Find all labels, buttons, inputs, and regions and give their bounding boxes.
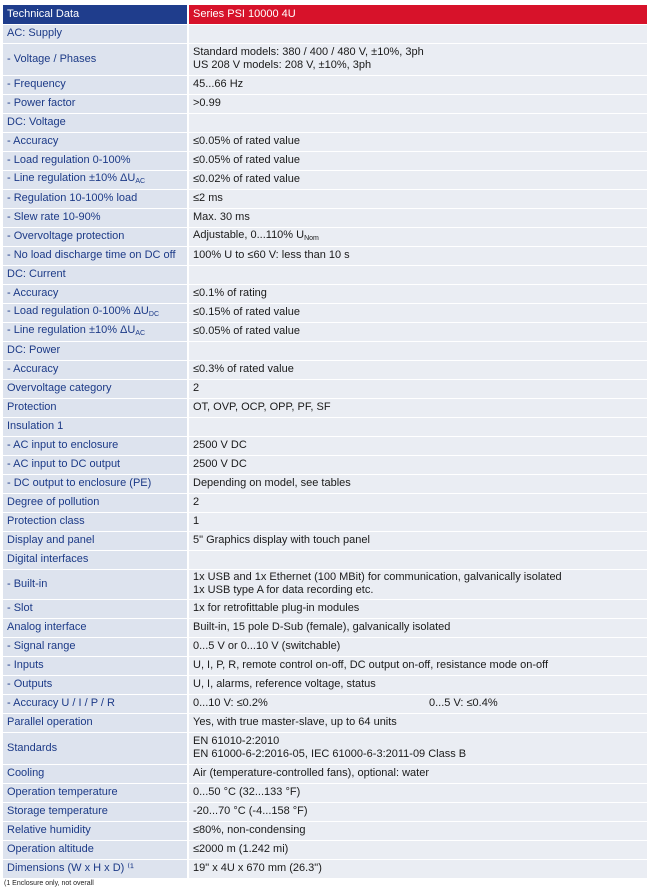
row-label-text: - Outputs [7, 678, 53, 690]
row-label-text: - Power factor [7, 97, 76, 109]
row-label-text: Protection [7, 401, 57, 413]
row-label-text: - AC input to enclosure [7, 439, 119, 451]
row-value [188, 284, 647, 303]
row-value-line: Depending on model, see tables [193, 477, 351, 489]
row-label [3, 675, 188, 694]
row-value-subscript: Nom [304, 234, 319, 242]
row-label-text: - Line regulation ±10% ΔU [7, 323, 136, 336]
row-label-text: - DC output to enclosure (PE) [7, 477, 152, 489]
table-row [3, 859, 647, 878]
row-label [3, 43, 188, 75]
row-value [188, 170, 647, 189]
table-row [3, 802, 647, 821]
row-value-line: Air (temperature-controlled fans), optional: water [193, 767, 429, 779]
row-value-line: Built-in, 15 pole D-Sub (female), galvanically isolated [193, 621, 451, 633]
row-label [3, 821, 188, 840]
row-value-line: 1x for retrofittable plug-in modules [193, 602, 360, 614]
row-label [3, 512, 188, 531]
row-value [188, 379, 647, 398]
table-row [3, 455, 647, 474]
table-row [3, 151, 647, 170]
row-value [188, 493, 647, 512]
row-label [3, 208, 188, 227]
row-value [188, 417, 647, 436]
row-label [3, 24, 188, 43]
table-row [3, 208, 647, 227]
row-label-text: - Load regulation 0-100% ΔU [7, 304, 149, 317]
table-row [3, 675, 647, 694]
row-label [3, 341, 188, 360]
row-value [188, 783, 647, 802]
table-row [3, 821, 647, 840]
row-label [3, 802, 188, 821]
row-label [3, 379, 188, 398]
row-value [188, 531, 647, 550]
table-row [3, 694, 647, 713]
row-label-text: Cooling [7, 767, 45, 779]
row-value [188, 151, 647, 170]
table-row [3, 24, 647, 43]
table-row [3, 246, 647, 265]
row-label [3, 360, 188, 379]
row-value-line: 0...50 °C (32...133 °F) [193, 786, 301, 798]
row-label-text: - Overvoltage protection [7, 230, 125, 242]
table-row [3, 398, 647, 417]
table-row [3, 550, 647, 569]
row-label-text: - Slot [7, 602, 33, 614]
row-value-line: EN 61000-6-2:2016-05, IEC 61000-6-3:2011-09 Class B [193, 748, 467, 760]
row-value [188, 840, 647, 859]
row-value-line: Standard models: 380 / 400 / 480 V, ±10%, 3ph [193, 46, 424, 58]
row-label [3, 151, 188, 170]
row-value-line: U, I, alarms, reference voltage, status [193, 678, 376, 690]
row-label [3, 637, 188, 656]
row-value [188, 24, 647, 43]
row-label-text: - Inputs [7, 659, 44, 671]
row-value-line: >0.99 [193, 97, 221, 109]
row-value [188, 265, 647, 284]
row-label [3, 732, 188, 764]
row-label [3, 94, 188, 113]
row-label [3, 417, 188, 436]
header-series: Series PSI 10000 4U [188, 5, 647, 24]
row-label-text: - Regulation 10-100% load [7, 192, 138, 204]
row-label-text: Operation temperature [7, 786, 118, 798]
row-label-text: AC: Supply [7, 27, 63, 39]
row-value-line: ≤2000 m (1.242 mi) [193, 843, 289, 855]
row-label-text: - No load discharge time on DC off [7, 249, 176, 261]
row-value [188, 455, 647, 474]
table-row [3, 618, 647, 637]
row-value-line: 45...66 Hz [193, 78, 244, 90]
row-value [188, 694, 647, 713]
row-value [188, 360, 647, 379]
row-value-line: ≤0.1% of rating [193, 287, 267, 299]
row-value-line: 2500 V DC [193, 458, 247, 470]
row-label [3, 618, 188, 637]
table-row [3, 227, 647, 246]
table-row [3, 75, 647, 94]
row-value [188, 132, 647, 151]
row-label-text: - Slew rate 10-90% [7, 211, 101, 223]
table-row [3, 531, 647, 550]
row-value [188, 512, 647, 531]
row-value-line: ≤0.05% of rated value [193, 325, 300, 337]
table-row [3, 284, 647, 303]
row-value [188, 113, 647, 132]
table-row [3, 379, 647, 398]
table-row [3, 474, 647, 493]
row-value-line: 2500 V DC [193, 439, 247, 451]
table-row [3, 783, 647, 802]
table-row [3, 637, 647, 656]
row-label [3, 569, 188, 599]
row-label [3, 493, 188, 512]
table-row [3, 189, 647, 208]
row-label [3, 113, 188, 132]
row-label-text: - Signal range [7, 640, 76, 652]
row-label [3, 189, 188, 208]
table-row [3, 599, 647, 618]
row-label-text: - Accuracy [7, 135, 59, 147]
row-value [188, 189, 647, 208]
footnote: (1 Enclosure only, not overall [4, 880, 94, 887]
row-value [188, 341, 647, 360]
row-value-line: U, I, P, R, remote control on-off, DC output on-off, resistance mode on-off [193, 659, 549, 671]
table-row [3, 569, 647, 599]
row-value-line: OT, OVP, OCP, OPP, PF, SF [193, 401, 331, 413]
row-label-subscript: AC [135, 177, 146, 185]
row-value-line: 2 [193, 496, 200, 508]
row-value [188, 637, 647, 656]
row-value [188, 764, 647, 783]
row-value-line: -20...70 °C (-4...158 °F) [193, 805, 308, 817]
row-label [3, 265, 188, 284]
row-value [188, 599, 647, 618]
row-value-line: ≤0.3% of rated value [193, 363, 294, 375]
row-value [188, 550, 647, 569]
row-label [3, 455, 188, 474]
row-label-text: Parallel operation [7, 716, 93, 728]
table-row [3, 322, 647, 341]
row-value-part: 0...5 V: ≤0.4% [429, 697, 498, 709]
table-row [3, 493, 647, 512]
row-label [3, 694, 188, 713]
row-label-text: Dimensions (W x H x D) ⁽¹ [7, 862, 134, 874]
technical-data-table [3, 5, 647, 879]
row-label-text: DC: Current [7, 268, 66, 280]
row-value-line: ≤0.05% of rated value [193, 135, 300, 147]
table-row [3, 265, 647, 284]
row-value-line: 5" Graphics display with touch panel [193, 534, 370, 546]
row-value-line: 1x USB type A for data recording etc. [193, 584, 374, 596]
row-value [188, 322, 647, 341]
row-value [188, 43, 647, 75]
table-row [3, 132, 647, 151]
row-label [3, 227, 188, 246]
row-value [188, 859, 647, 878]
table-row [3, 436, 647, 455]
table-row [3, 656, 647, 675]
row-label-subscript: AC [135, 329, 146, 337]
row-label [3, 840, 188, 859]
table-row [3, 341, 647, 360]
row-value [188, 474, 647, 493]
row-label-text: Digital interfaces [7, 553, 89, 565]
row-value [188, 208, 647, 227]
row-value [188, 303, 647, 322]
row-value [188, 246, 647, 265]
row-value-line: Yes, with true master-slave, up to 64 units [193, 716, 397, 728]
table-row [3, 512, 647, 531]
row-value-part: 0...10 V: ≤0.2% [193, 697, 268, 709]
row-value-line: EN 61010-2:2010 [193, 735, 280, 747]
row-value-line: ≤0.05% of rated value [193, 154, 300, 166]
row-value [188, 436, 647, 455]
row-value-line: ≤0.15% of rated value [193, 306, 300, 318]
row-label-text: Storage temperature [7, 805, 108, 817]
row-value [188, 94, 647, 113]
row-value-line: 0...5 V or 0...10 V (switchable) [193, 640, 341, 652]
row-label-text: - Built-in [7, 577, 48, 590]
row-label [3, 656, 188, 675]
row-label [3, 599, 188, 618]
row-label-text: Operation altitude [7, 843, 94, 855]
row-label [3, 398, 188, 417]
row-value [188, 802, 647, 821]
row-label-text: Relative humidity [7, 824, 91, 836]
row-label-text: Analog interface [7, 621, 87, 633]
row-label-text: - Line regulation ±10% ΔU [7, 171, 136, 184]
row-label-text: - Voltage / Phases [7, 52, 97, 65]
row-label [3, 436, 188, 455]
row-label-text: - Frequency [7, 78, 66, 90]
row-label-text: Degree of pollution [7, 496, 100, 508]
row-value-line: Max. 30 ms [193, 211, 250, 223]
row-label [3, 859, 188, 878]
row-value-line: 1x USB and 1x Ethernet (100 MBit) for communication, galvanically isolated [193, 571, 562, 583]
row-value [188, 75, 647, 94]
row-label [3, 170, 188, 189]
table-row [3, 764, 647, 783]
row-label [3, 75, 188, 94]
row-label-text: Overvoltage category [7, 382, 112, 394]
table-row [3, 94, 647, 113]
row-label [3, 713, 188, 732]
row-value [188, 713, 647, 732]
row-label-text: - Load regulation 0-100% [7, 154, 131, 166]
table-row [3, 303, 647, 322]
row-value [188, 618, 647, 637]
row-value [188, 656, 647, 675]
row-value [188, 227, 647, 246]
table-row [3, 417, 647, 436]
table-header-row [3, 5, 647, 24]
row-label-text: DC: Voltage [7, 116, 66, 128]
table-row [3, 840, 647, 859]
row-value-line: ≤2 ms [193, 192, 223, 204]
row-label-text: Insulation 1 [7, 420, 64, 432]
row-value-line: 19" x 4U x 670 mm (26.3") [193, 862, 322, 874]
table-row [3, 732, 647, 764]
row-label [3, 246, 188, 265]
row-value-line: 1 [193, 515, 200, 527]
row-value [188, 732, 647, 764]
row-label [3, 531, 188, 550]
row-label [3, 783, 188, 802]
row-label-text: Display and panel [7, 534, 95, 546]
row-label [3, 322, 188, 341]
row-label-text: - Accuracy [7, 363, 59, 375]
row-label-text: Standards [7, 741, 58, 754]
row-label-text: Protection class [7, 515, 85, 527]
row-value-line: 2 [193, 382, 200, 394]
row-value [188, 569, 647, 599]
row-label [3, 764, 188, 783]
row-value-line: ≤80%, non-condensing [193, 824, 306, 836]
row-value-line: US 208 V models: 208 V, ±10%, 3ph [193, 59, 372, 71]
table-row [3, 170, 647, 189]
row-value [188, 821, 647, 840]
row-label [3, 474, 188, 493]
table-row [3, 713, 647, 732]
table-row [3, 43, 647, 75]
row-value-line: Adjustable, 0...110% U [193, 228, 305, 241]
row-label-text: - Accuracy U / I / P / R [7, 697, 115, 709]
row-label [3, 550, 188, 569]
row-value-line: ≤0.02% of rated value [193, 173, 300, 185]
table-row [3, 113, 647, 132]
row-label-text: DC: Power [7, 344, 61, 356]
row-label-subscript: DC [148, 310, 160, 318]
row-label [3, 132, 188, 151]
row-label [3, 303, 188, 322]
row-value-line: 100% U to ≤60 V: less than 10 s [193, 249, 350, 261]
row-label-text: - AC input to DC output [7, 458, 121, 470]
row-label-text: - Accuracy [7, 287, 59, 299]
row-value [188, 675, 647, 694]
table-row [3, 360, 647, 379]
row-value [188, 398, 647, 417]
header-label: Technical Data [3, 5, 188, 24]
row-label [3, 284, 188, 303]
